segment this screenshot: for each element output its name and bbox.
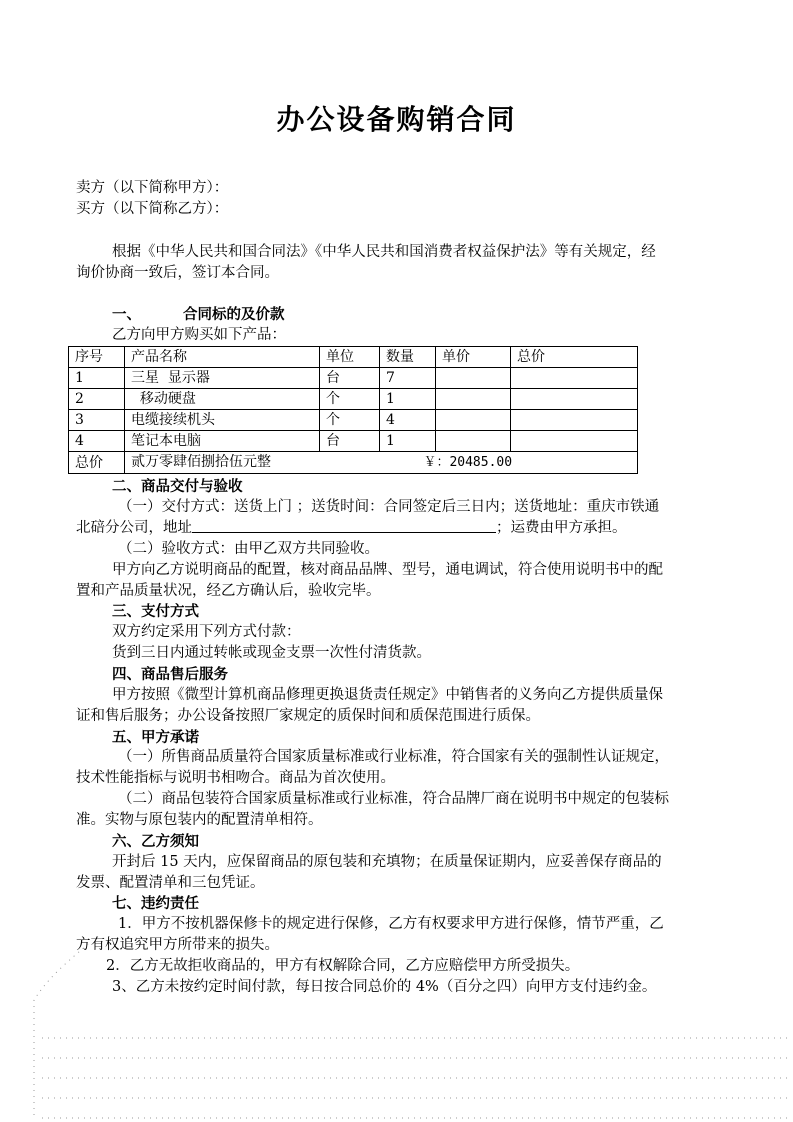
- cell-product-name: 移动硬盘: [125, 389, 320, 410]
- cell-quantity: 1: [380, 389, 436, 410]
- cell-quantity: 4: [380, 410, 436, 431]
- delivery-method-line1: （一）交付方式：送货上门 ；送货时间：合同签定后三日内；送货地址：重庆市铁通: [118, 499, 660, 515]
- header-total-price: 总价: [511, 347, 638, 368]
- liability1-line2: 方有权追究甲方所带来的损失。: [76, 937, 279, 953]
- commitment2-line1: （二）商品包装符合国家质量标准或行业标准，符合品牌厂商在说明书中规定的包装标: [118, 791, 669, 807]
- buyer-line: 买方（以下简称乙方）：: [76, 201, 229, 217]
- acceptance-detail-line1: 甲方向乙方说明商品的配置，核对商品品牌、型号，通电调试，符合使用说明书中的配: [112, 562, 663, 578]
- cell-quantity: 7: [380, 368, 436, 389]
- header-unit-price: 单价: [436, 347, 511, 368]
- cell-unit: 台: [320, 368, 380, 389]
- commitment1-line1: （一）所售商品质量符合国家质量标准或行业标准，符合国家有关的强制性认证规定，: [118, 749, 669, 765]
- intro-paragraph-line1: 根据《中华人民共和国合同法》《中华人民共和国消费者权益保护法》等有关规定，经: [112, 244, 656, 260]
- section6-heading: 六、乙方须知: [112, 833, 199, 850]
- cell-no: 1: [69, 368, 125, 389]
- header-no: 序号: [69, 347, 125, 368]
- section2-heading: 二、商品交付与验收: [112, 478, 243, 495]
- buyer-notice-line2: 发票、配置清单和三包凭证。: [76, 875, 265, 891]
- section4-heading: 四、商品售后服务: [112, 666, 228, 683]
- section7-heading: 七、违约责任: [112, 895, 199, 912]
- section1-number: 一、: [112, 306, 141, 323]
- total-amount-words: 贰万零肆佰捌拾伍元整: [131, 454, 271, 470]
- cell-product-name: 电缆接续机头: [125, 410, 320, 431]
- header-quantity: 数量: [380, 347, 436, 368]
- freight-terms: ；运费由甲方承担。: [496, 520, 627, 536]
- payment-terms: 货到三日内通过转帐或现金支票一次性付清货款。: [112, 645, 431, 661]
- after-sales-line2: 证和售后服务；办公设备按照厂家规定的质保时间和质保范围进行质保。: [76, 708, 540, 724]
- cell-product-name: 笔记本电脑: [125, 431, 320, 452]
- delivery-address-label: 北碚分公司，地址: [76, 520, 192, 536]
- liability1-line1: 1．甲方不按机器保修卡的规定进行保修，乙方有权要求甲方进行保修，情节严重，乙: [118, 916, 664, 932]
- liability3: 3、乙方未按约定时间付款，每日按合同总价的 4%（百分之四）向甲方支付违约金。: [112, 979, 657, 995]
- commitment1-line2: 技术性能指标与说明书相吻合。商品为首次使用。: [76, 770, 395, 786]
- total-amount-figures: ￥：20485.00: [423, 455, 513, 470]
- after-sales-line1: 甲方按照《微型计算机商品修理更换退货责任规定》中销售者的义务向乙方提供质量保: [112, 687, 663, 703]
- section1-intro: 乙方向甲方购买如下产品：: [112, 327, 286, 343]
- commitment2-line2: 准。实物与原包装内的配置清单相符。: [76, 812, 323, 828]
- section1-title: 合同标的及价款: [183, 306, 285, 323]
- acceptance-method: （二）验收方式：由甲乙双方共同验收。: [118, 541, 379, 557]
- acceptance-detail-line2: 置和产品质量状况，经乙方确认后，验收完毕。: [76, 583, 381, 599]
- cell-no: 2: [69, 389, 125, 410]
- document-title: 办公设备购销合同: [276, 103, 517, 136]
- cell-unit: 台: [320, 431, 380, 452]
- header-unit: 单位: [320, 347, 380, 368]
- cell-no: 4: [69, 431, 125, 452]
- cell-product-name: 三星 显示器: [125, 368, 320, 389]
- header-product-name: 产品名称: [125, 347, 320, 368]
- seller-line: 卖方（以下简称甲方）：: [76, 180, 229, 196]
- intro-paragraph-line2: 询价协商一致后，签订本合同。: [76, 265, 279, 281]
- buyer-notice-line1: 开封后 15 天内，应保留商品的原包装和充填物；在质量保证期内，应妥善保存商品的: [112, 854, 662, 870]
- payment-method: 双方约定采用下列方式付款：: [112, 624, 301, 640]
- liability2: 2．乙方无故拒收商品的，甲方有权解除合同，乙方应赔偿甲方所受损失。: [106, 958, 580, 974]
- cell-unit: 个: [320, 410, 380, 431]
- section3-heading: 三、支付方式: [112, 603, 199, 620]
- cell-quantity: 1: [380, 431, 436, 452]
- cell-no: 3: [69, 410, 125, 431]
- section5-heading: 五、甲方承诺: [112, 729, 199, 746]
- total-label: 总价: [69, 452, 125, 474]
- cell-unit: 个: [320, 389, 380, 410]
